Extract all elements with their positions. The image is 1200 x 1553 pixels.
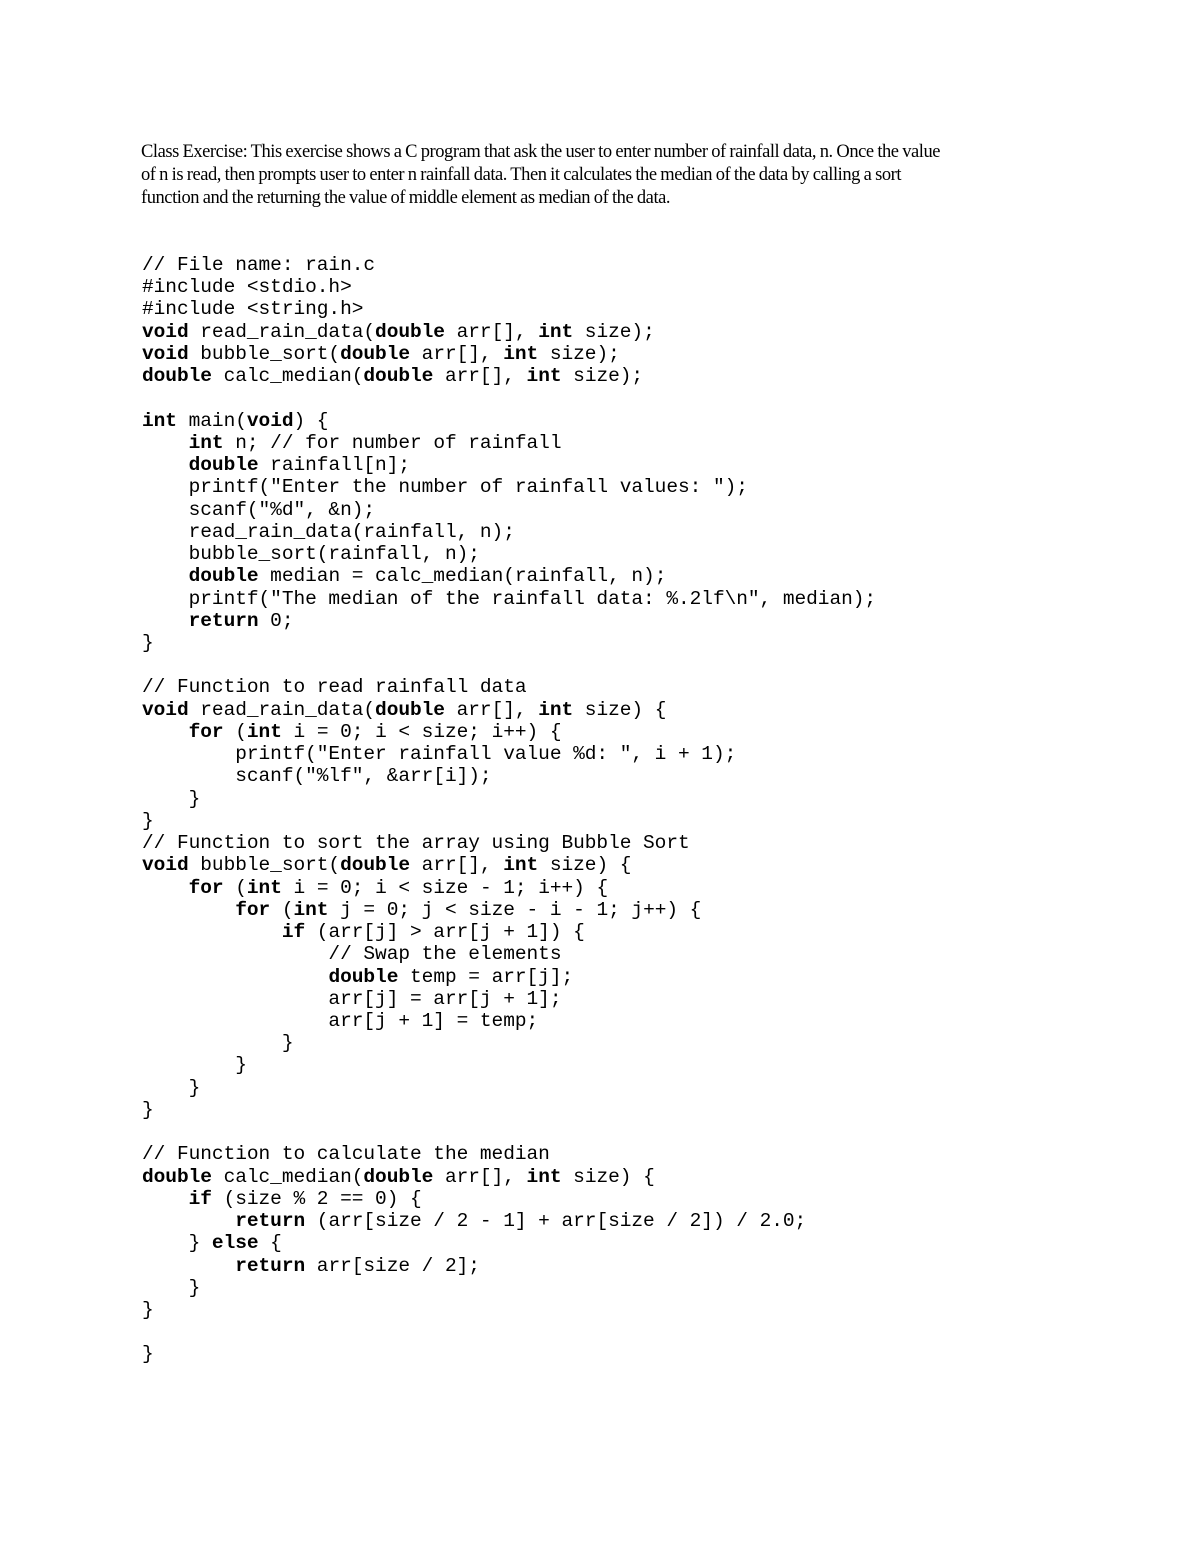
code-text — [142, 899, 235, 921]
code-text: i = 0; i < size; i++) { — [281, 720, 562, 743]
code-text: } — [142, 1232, 212, 1255]
code-text: printf("Enter the number of rainfall values: "); — [142, 476, 748, 499]
code-line — [142, 1121, 876, 1143]
code-text — [142, 721, 189, 743]
code-line — [142, 1277, 876, 1299]
code-text: arr[], — [444, 698, 539, 721]
code-keyword: if — [281, 921, 306, 944]
code-text — [142, 454, 189, 476]
code-text: i = 0; i < size - 1; i++) { — [281, 876, 609, 899]
code-line — [142, 499, 876, 521]
code-text: arr[], — [410, 854, 504, 877]
code-text: bubble_sort( — [188, 342, 341, 365]
code-line — [142, 788, 876, 810]
code-text — [142, 432, 189, 454]
code-keyword: int — [503, 854, 539, 877]
code-keyword: double — [340, 854, 411, 877]
code-text: // Function to read rainfall data — [142, 676, 527, 699]
code-line — [142, 988, 876, 1010]
code-line — [142, 1077, 876, 1099]
code-line — [142, 1099, 876, 1121]
code-text: median = calc_median(rainfall, n); — [258, 565, 667, 588]
code-line — [142, 1188, 876, 1210]
description-line: Class Exercise: This exercise shows a C program that ask the user to enter number of rainfall data, n. Once the value — [141, 142, 941, 162]
code-line — [142, 588, 876, 610]
code-line — [142, 298, 876, 320]
code-line — [142, 610, 876, 632]
code-text: scanf("%d", &n); — [142, 498, 376, 521]
code-text — [142, 1255, 235, 1277]
code-text: j = 0; j < size - i - 1; j++) { — [328, 898, 702, 921]
code-text: arr[], — [410, 342, 504, 365]
code-line — [142, 1321, 876, 1343]
code-line — [142, 721, 876, 743]
code-text: size) { — [573, 698, 667, 721]
code-line — [142, 276, 876, 298]
code-keyword: int — [246, 876, 282, 899]
code-keyword: return — [235, 1210, 306, 1233]
code-text — [142, 921, 282, 943]
code-line — [142, 365, 876, 387]
code-line — [142, 743, 876, 765]
code-text — [142, 610, 189, 632]
code-text: rainfall[n]; — [258, 454, 411, 477]
code-line — [142, 943, 876, 965]
code-text: read_rain_data(rainfall, n); — [142, 520, 515, 543]
code-keyword: for — [188, 720, 224, 743]
code-text: // Function to calculate the median — [142, 1143, 550, 1166]
code-keyword: double — [375, 698, 445, 721]
description-line: of n is read, then prompts user to enter n rainfall data. Then it calculates the median of the data by calling a sort — [141, 165, 902, 185]
code-line — [142, 765, 876, 787]
code-line — [142, 343, 876, 365]
code-text: } — [142, 631, 154, 654]
code-text: } — [142, 1299, 154, 1322]
code-line — [142, 1210, 876, 1232]
code-text: 0; — [258, 609, 294, 632]
code-text: size); — [538, 342, 620, 365]
code-keyword: int — [503, 342, 539, 365]
code-line — [142, 1232, 876, 1254]
code-text: arr[size / 2]; — [305, 1254, 480, 1277]
code-text: } — [142, 1032, 294, 1055]
code-text: arr[], — [433, 1165, 527, 1188]
code-text — [142, 966, 328, 988]
code-text: scanf("%lf", &arr[i]); — [142, 765, 492, 788]
code-keyword: int — [293, 898, 329, 921]
code-text: arr[], — [433, 365, 527, 388]
code-keyword: return — [235, 1254, 306, 1277]
code-text: printf("Enter rainfall value %d: ", i + 1); — [142, 743, 737, 766]
code-text: } — [142, 1054, 247, 1077]
code-text: arr[j + 1] = temp; — [142, 1009, 539, 1032]
code-text: { — [258, 1232, 282, 1255]
code-keyword: int — [526, 365, 562, 388]
code-text: size); — [561, 365, 644, 388]
code-text: bubble_sort( — [188, 854, 341, 877]
code-line — [142, 632, 876, 654]
code-keyword: double — [363, 1165, 434, 1188]
code-keyword: int — [538, 320, 574, 343]
code-line — [142, 921, 876, 943]
code-line — [142, 321, 876, 343]
code-line — [142, 1255, 876, 1277]
code-line — [142, 521, 876, 543]
code-text: size) { — [538, 854, 632, 877]
code-text: arr[j] = arr[j + 1]; — [142, 987, 562, 1010]
code-keyword: int — [538, 698, 574, 721]
code-text: (arr[size / 2 - 1] + arr[size / 2]) / 2.0; — [305, 1210, 807, 1233]
code-text — [142, 877, 189, 899]
code-line — [142, 699, 876, 721]
code-text: read_rain_data( — [188, 698, 376, 721]
code-keyword: double — [142, 365, 212, 388]
code-line — [142, 254, 876, 276]
code-keyword: double — [188, 454, 259, 477]
code-line — [142, 966, 876, 988]
description-line: function and the returning the value of middle element as median of the data. — [141, 188, 671, 208]
code-keyword: int — [188, 431, 224, 454]
code-text: size) { — [561, 1165, 655, 1188]
code-text: } — [142, 1276, 201, 1299]
code-line — [142, 1054, 876, 1076]
code-text: #include <stdio.h> — [142, 276, 352, 299]
code-keyword: else — [211, 1232, 259, 1255]
code-keyword: int — [526, 1165, 562, 1188]
code-keyword: for — [188, 876, 224, 899]
code-line — [142, 832, 876, 854]
code-text: } — [142, 1343, 154, 1366]
code-line — [142, 1032, 876, 1054]
code-text: temp = arr[j]; — [398, 965, 574, 988]
code-line — [142, 810, 876, 832]
code-line — [142, 1010, 876, 1032]
code-text: ( — [270, 898, 294, 921]
code-listing — [142, 254, 876, 1366]
code-text: ( — [223, 876, 247, 899]
code-keyword: double — [188, 565, 259, 588]
code-text: // File name: rain.c — [142, 254, 376, 276]
code-text: read_rain_data( — [188, 320, 376, 343]
code-line — [142, 1166, 876, 1188]
code-keyword: double — [142, 1165, 212, 1188]
code-keyword: if — [188, 1187, 212, 1210]
code-line — [142, 1143, 876, 1165]
code-line — [142, 854, 876, 876]
code-keyword: void — [246, 409, 294, 432]
code-text: } — [142, 809, 154, 832]
code-text: bubble_sort(rainfall, n); — [142, 543, 480, 566]
code-keyword: double — [363, 365, 434, 388]
code-line — [142, 1299, 876, 1321]
code-text: } — [142, 1076, 201, 1099]
code-line — [142, 410, 876, 432]
code-line — [142, 877, 876, 899]
code-text: } — [142, 1098, 154, 1121]
code-line — [142, 654, 876, 676]
code-text: calc_median( — [211, 365, 364, 388]
code-line — [142, 543, 876, 565]
code-text: arr[], — [444, 320, 539, 343]
code-text: n; // for number of rainfall — [223, 431, 562, 454]
code-line — [142, 565, 876, 587]
code-text: #include <string.h> — [142, 298, 364, 321]
code-text — [142, 1188, 189, 1210]
code-keyword: double — [340, 342, 411, 365]
code-text: (size % 2 == 0) { — [211, 1187, 422, 1210]
code-keyword: double — [375, 320, 445, 343]
code-text: size); — [573, 320, 655, 343]
code-line — [142, 476, 876, 498]
code-keyword: return — [188, 609, 259, 632]
code-text: ) { — [293, 409, 329, 432]
code-text: ( — [223, 720, 247, 743]
code-text: // Swap the elements — [142, 943, 562, 966]
code-keyword: int — [246, 720, 282, 743]
code-text: printf("The median of the rainfall data: %.2lf\n", median); — [142, 587, 877, 610]
code-keyword: void — [142, 342, 189, 365]
exercise-description — [141, 141, 1081, 210]
code-text — [142, 1210, 235, 1232]
code-keyword: void — [142, 698, 189, 721]
code-keyword: void — [142, 320, 189, 343]
code-text: // Function to sort the array using Bubble Sort — [142, 832, 690, 855]
code-line — [142, 676, 876, 698]
code-line — [142, 387, 876, 409]
code-text: main( — [176, 409, 247, 432]
code-keyword: int — [142, 409, 177, 432]
code-line — [142, 1343, 876, 1365]
code-line — [142, 432, 876, 454]
code-keyword: void — [142, 854, 189, 877]
code-text — [142, 565, 189, 587]
code-keyword: for — [235, 898, 271, 921]
code-keyword: double — [328, 965, 399, 988]
code-line — [142, 899, 876, 921]
code-line — [142, 454, 876, 476]
code-text: calc_median( — [211, 1165, 364, 1188]
code-text: (arr[j] > arr[j + 1]) { — [305, 921, 585, 944]
code-text: } — [142, 787, 201, 810]
